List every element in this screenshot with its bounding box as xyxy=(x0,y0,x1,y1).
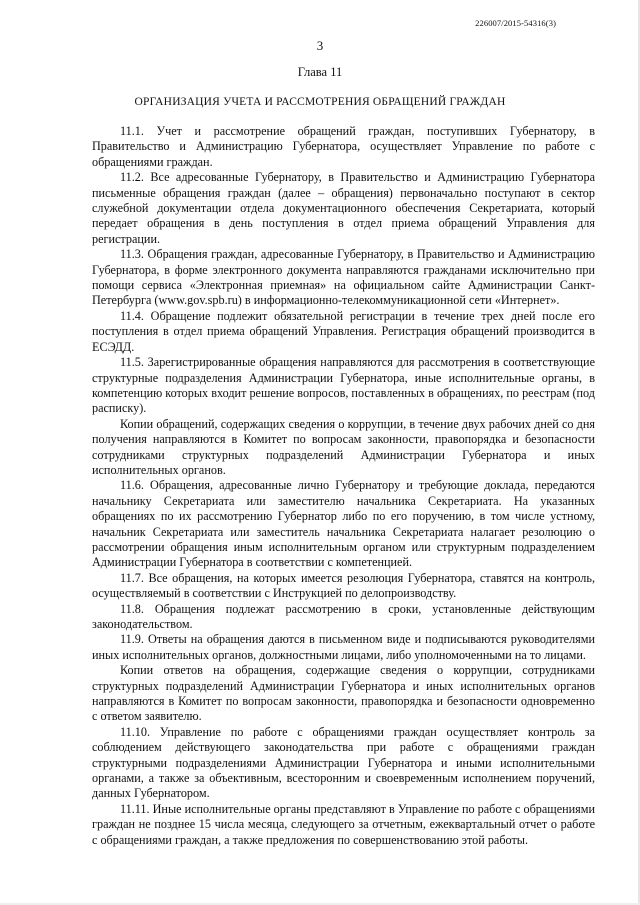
paragraph-11-2: 11.2. Все адресованные Губернатору, в Правительство и Администрацию Губернатора письменные обращения граждан (далее – обращения) первоначально поступают в сектор служебной документации отдела документационного обеспечения Секретариата, который передает обращения в день поступления в отдел приема обращений Управления для регистрации. xyxy=(92,170,595,246)
chapter-heading: Глава 11 xyxy=(297,65,343,79)
paragraph-11-3: 11.3. Обращения граждан, адресованные Губернатору, в Правительство и Администрацию Губернатора, в форме электронного документа направляются гражданами исключительно при помощи сервиса «Электронная приемная» на официальном сайте Администрации Санкт-Петербурга (www.gov.spb.ru) в информационно-телекоммуникационной сети «Интернет». xyxy=(92,247,595,308)
paragraph-answer-copies: Копии ответов на обращения, содержащие сведения о коррупции, сотрудниками структурных подразделений Администрации Губернатора и иных исполнительных органов направляются в Комитет по вопросам законности, правопорядка и безопасности одновременно с ответом заявителю. xyxy=(92,663,595,724)
paragraph-11-1: 11.1. Учет и рассмотрение обращений граждан, поступивших Губернатору, в Правительство и Администрацию Губернатора, осуществляет Управление по работе с обращениями граждан. xyxy=(92,124,595,169)
paragraph-11-5: 11.5. Зарегистрированные обращения направляются для рассмотрения в соответствующие структурные подразделения Администрации Губернатора, иные исполнительные органы, в компетенцию которых входит решение вопросов, поставленных в обращениях, по реестрам (под расписку). xyxy=(92,355,595,416)
paragraph-11-4: 11.4. Обращение подлежит обязательной регистрации в течение трех дней после его поступления в отдел приема обращений Управления. Регистрация обращений производится в ЕСЭДД. xyxy=(92,308,595,354)
paragraph-11-10: 11.10. Управление по работе с обращениями граждан осуществляет контроль за соблюдением действующего законодательства при работе с обращениями граждан структурными подразделениями Администрации Губернатора и иными исполнительными органами, а также за объективным, всесторонним и своевременным исполнением поручений, данных Губернатором. xyxy=(92,724,595,801)
paragraph-11-6: 11.6. Обращения, адресованные лично Губернатору и требующие доклада, передаются начальнику Секретариата или заместителю начальника Секретариата. На указанных обращениях по их рассмотрению Губернатор либо по его поручению, в том числе устному, начальник Секретариата или заместитель начальника Секретариата налагает резолюцию о рассмотрении обращения иным исполнительным органом или структурным подразделением Администрации Губернатора в соответствии с компетенцией. xyxy=(92,478,595,570)
chapter-title: ОРГАНИЗАЦИЯ УЧЕТА И РАССМОТРЕНИЯ ОБРАЩЕНИЙ ГРАЖДАН xyxy=(134,96,506,108)
paragraph-11-7: 11.7. Все обращения, на которых имеется резолюция Губернатора, ставятся на контроль, осуществляемый в соответствии с Инструкцией по делопроизводству. xyxy=(92,570,595,601)
document-number: 226007/2015-54316(3) xyxy=(475,18,556,28)
paragraph-11-9: 11.9. Ответы на обращения даются в письменном виде и подписываются руководителями иных исполнительных органов, должностными лицами, либо уполномоченными на то лицами. xyxy=(92,632,595,662)
page-number: 3 xyxy=(316,38,324,53)
document-body xyxy=(92,124,595,848)
paragraph-corruption-copies: Копии обращений, содержащих сведения о коррупции, в течение двух рабочих дней со дня получения направляются в Комитет по вопросам законности, правопорядка и безопасности сотрудниками структурных подразделений Администрации Губернатора и иных исполнительных органов. xyxy=(92,416,595,477)
paragraph-11-8: 11.8. Обращения подлежат рассмотрению в сроки, установленные действующим законодательством. xyxy=(92,601,595,631)
paragraph-11-11: 11.11. Иные исполнительные органы представляют в Управление по работе с обращениями граждан не позднее 15 числа месяца, следующего за отчетным, ежеквартальный отчет о работе с обращениями граждан, а также предложения по совершенствованию этой работы. xyxy=(92,801,595,847)
